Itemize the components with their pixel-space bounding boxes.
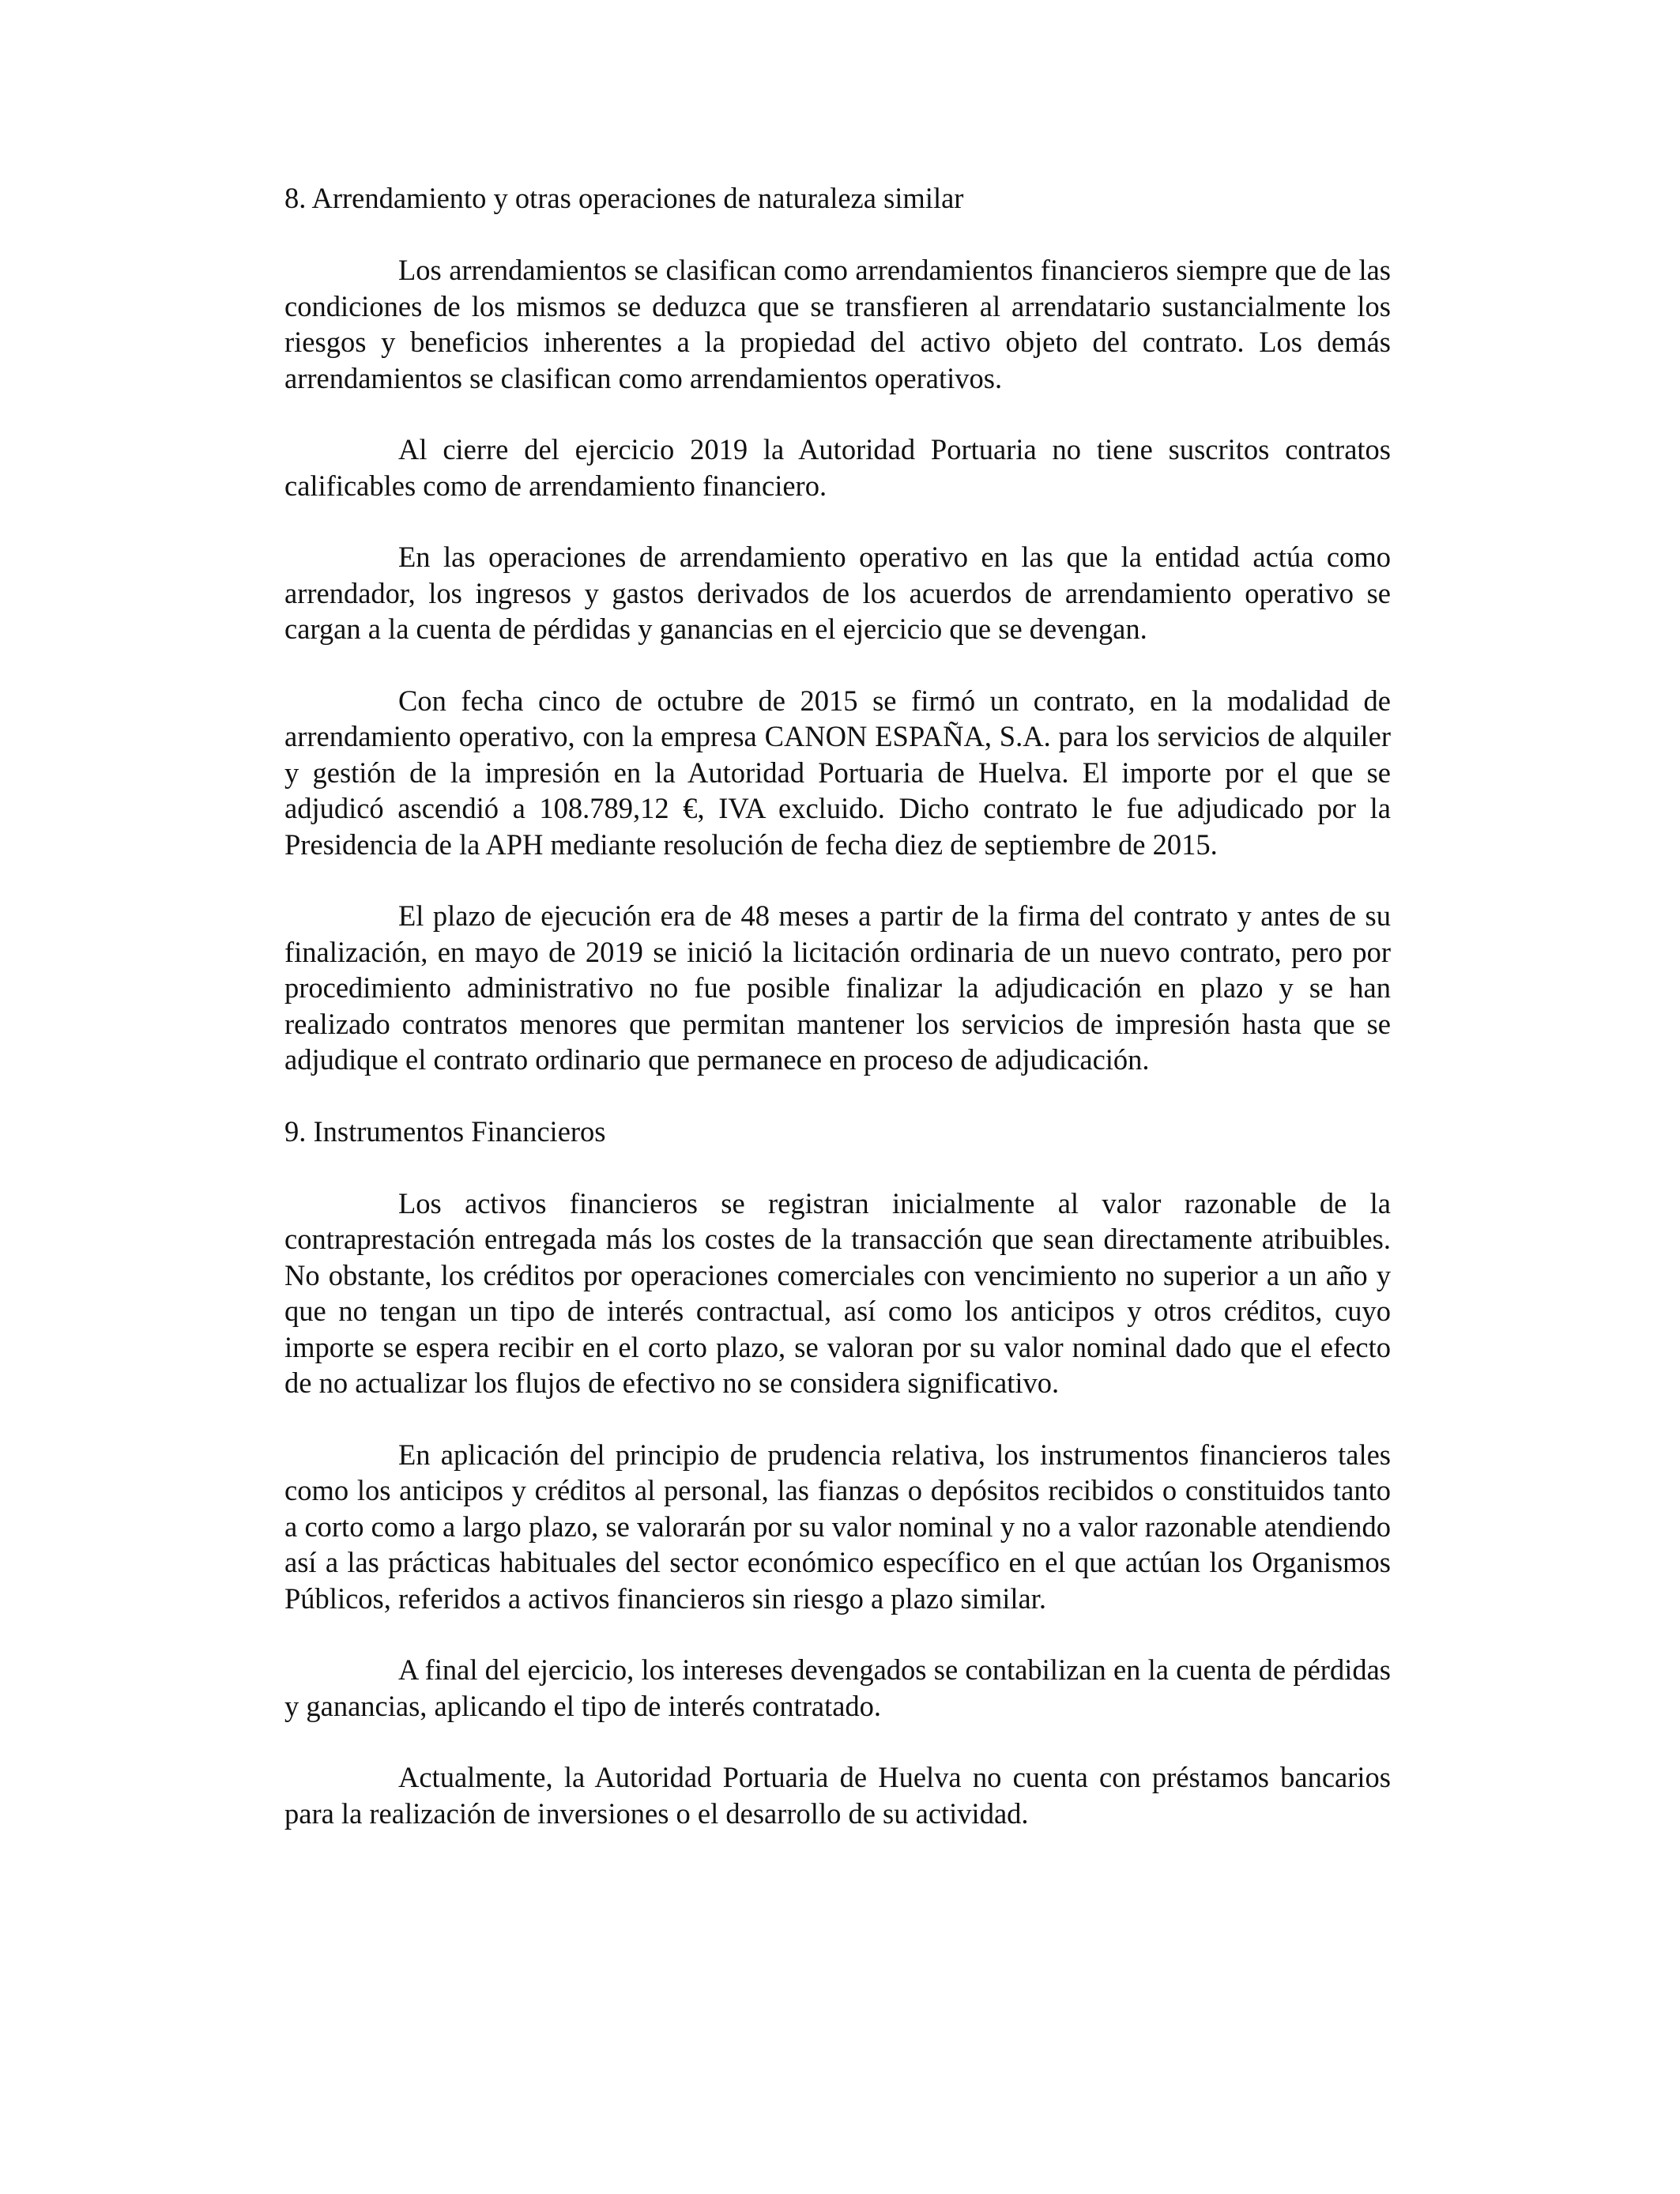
- paragraph: Actualmente, la Autoridad Portuaria de Huelva no cuenta con préstamos bancarios para la realización de inversiones o el desarrollo de su actividad.: [284, 1761, 1391, 1830]
- paragraph: Los activos financieros se registran inicialmente al valor razonable de la contraprestación entregada más los costes de la transacción que sean directamente atribuibles. No obstante, los créditos por operaciones comerciales con vencimiento no superior a un año y que no tengan un tipo de interés contractual, así como los anticipos y otros créditos, cuyo importe se espera recibir en el corto plazo, se valoran por su valor nominal dado que el efecto de no actualizar los flujos de efectivo no se considera significativo.: [284, 1186, 1391, 1399]
- paragraph: Al cierre del ejercicio 2019 la Autoridad Portuaria no tiene suscritos contratos calificables como de arrendamiento financiero.: [284, 433, 1391, 502]
- paragraph: Los arrendamientos se clasifican como arrendamientos financieros siempre que de las condiciones de los mismos se deduzca que se transfieren al arrendatario sustancialmente los riesgos y beneficios inherentes a la propiedad del activo objeto del contrato. Los demás arrendamientos se clasifican como arrendamientos operativos.: [284, 254, 1391, 394]
- paragraph: En las operaciones de arrendamiento operativo en las que la entidad actúa como arrendador, los ingresos y gastos derivados de los acuerdos de arrendamiento operativo se cargan a la cuenta de pérdidas y ganancias en el ejercicio que se devengan.: [284, 541, 1391, 645]
- paragraph: Con fecha cinco de octubre de 2015 se firmó un contrato, en la modalidad de arrendamiento operativo, con la empresa CANON ESPAÑA, S.A. para los servicios de alquiler y gestión de la impresión en la Autoridad Portuaria de Huelva. El importe por el que se adjudicó ascendió a 108.789,12 €, IVA excluido. Dicho contrato le fue adjudicado por la Presidencia de la APH mediante resolución de fecha diez de septiembre de 2015.: [284, 684, 1391, 861]
- section-heading-arrendamiento: 8. Arrendamiento y otras operaciones de naturaleza similar: [284, 182, 964, 214]
- paragraph: A final del ejercicio, los intereses devengados se contabilizan en la cuenta de pérdidas y ganancias, aplicando el tipo de interés contratado.: [284, 1653, 1391, 1722]
- section-heading-instrumentos-financieros: 9. Instrumentos Financieros: [284, 1114, 606, 1148]
- document-page: [284, 180, 1391, 1867]
- paragraph: El plazo de ejecución era de 48 meses a partir de la firma del contrato y antes de su finalización, en mayo de 2019 se inició la licitación ordinaria de un nuevo contrato, pero por procedimiento administrativo no fue posible finalizar la adjudicación en plazo y se han realizado contratos menores que permitan mantener los servicios de impresión hasta que se adjudique el contrato ordinario que permanece en proceso de adjudicación.: [284, 899, 1391, 1076]
- paragraph: En aplicación del principio de prudencia relativa, los instrumentos financieros tales como los anticipos y créditos al personal, las fianzas o depósitos recibidos o constituidos tanto a corto como a largo plazo, se valorarán por su valor nominal y no a valor razonable atendiendo así a las prácticas habituales del sector económico específico en el que actúan los Organismos Públicos, referidos a activos financieros sin riesgo a plazo similar.: [284, 1438, 1391, 1615]
